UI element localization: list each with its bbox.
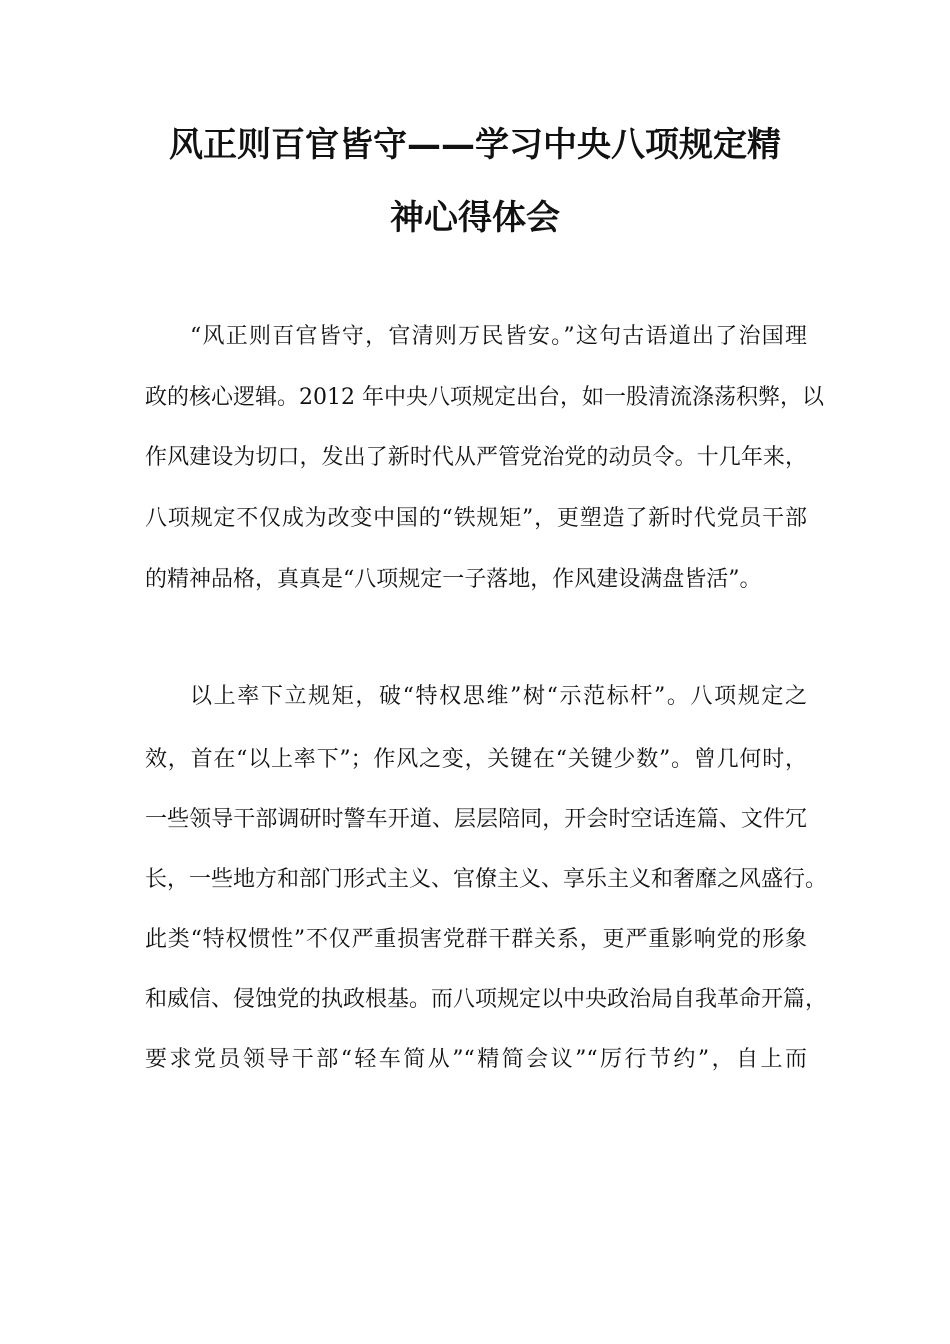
text-line: “风正则百官皆守，官清则万民皆安。”这句古语道出了治国理 [190, 324, 807, 349]
title-line-1: 风正则百官皆守——学习中央八项规定精 [169, 125, 781, 165]
text-line: 以上率下立规矩，破“特权思维”树“示范标杆”。八项规定之 [190, 684, 807, 709]
text-line: 八项规定不仅成为改变中国的“铁规矩”，更塑造了新时代党员干部 [145, 506, 807, 531]
text-line: 作风建设为切口，发出了新时代从严管党治党的动员令。十几年来， [145, 445, 807, 470]
text-line: 效，首在“以上率下”；作风之变，关键在“关键少数”。曾几何时， [145, 747, 807, 772]
text-line: 和威信、侵蚀党的执政根基。而八项规定以中央政治局自我革命开篇， [145, 987, 828, 1012]
text-line: 长，一些地方和部门形式主义、官僚主义、享乐主义和奢靡之风盛行。 [145, 867, 828, 892]
text-line: 此类“特权惯性”不仅严重损害党群干群关系，更严重影响党的形象 [145, 927, 807, 952]
text-line: 的精神品格，真真是“八项规定一子落地，作风建设满盘皆活”。 [145, 567, 762, 592]
text-line: 一些领导干部调研时警车开道、层层陪同，开会时空话连篇、文件冗 [145, 807, 807, 832]
title-line-2: 神心得体会 [390, 198, 560, 238]
text-line: 要求党员领导干部“轻车简从”“精简会议”“厉行节约”，自上而 [145, 1047, 807, 1072]
text-line: 政的核心逻辑。2012 年中央八项规定出台，如一股清流涤荡积弊，以 [145, 385, 824, 410]
